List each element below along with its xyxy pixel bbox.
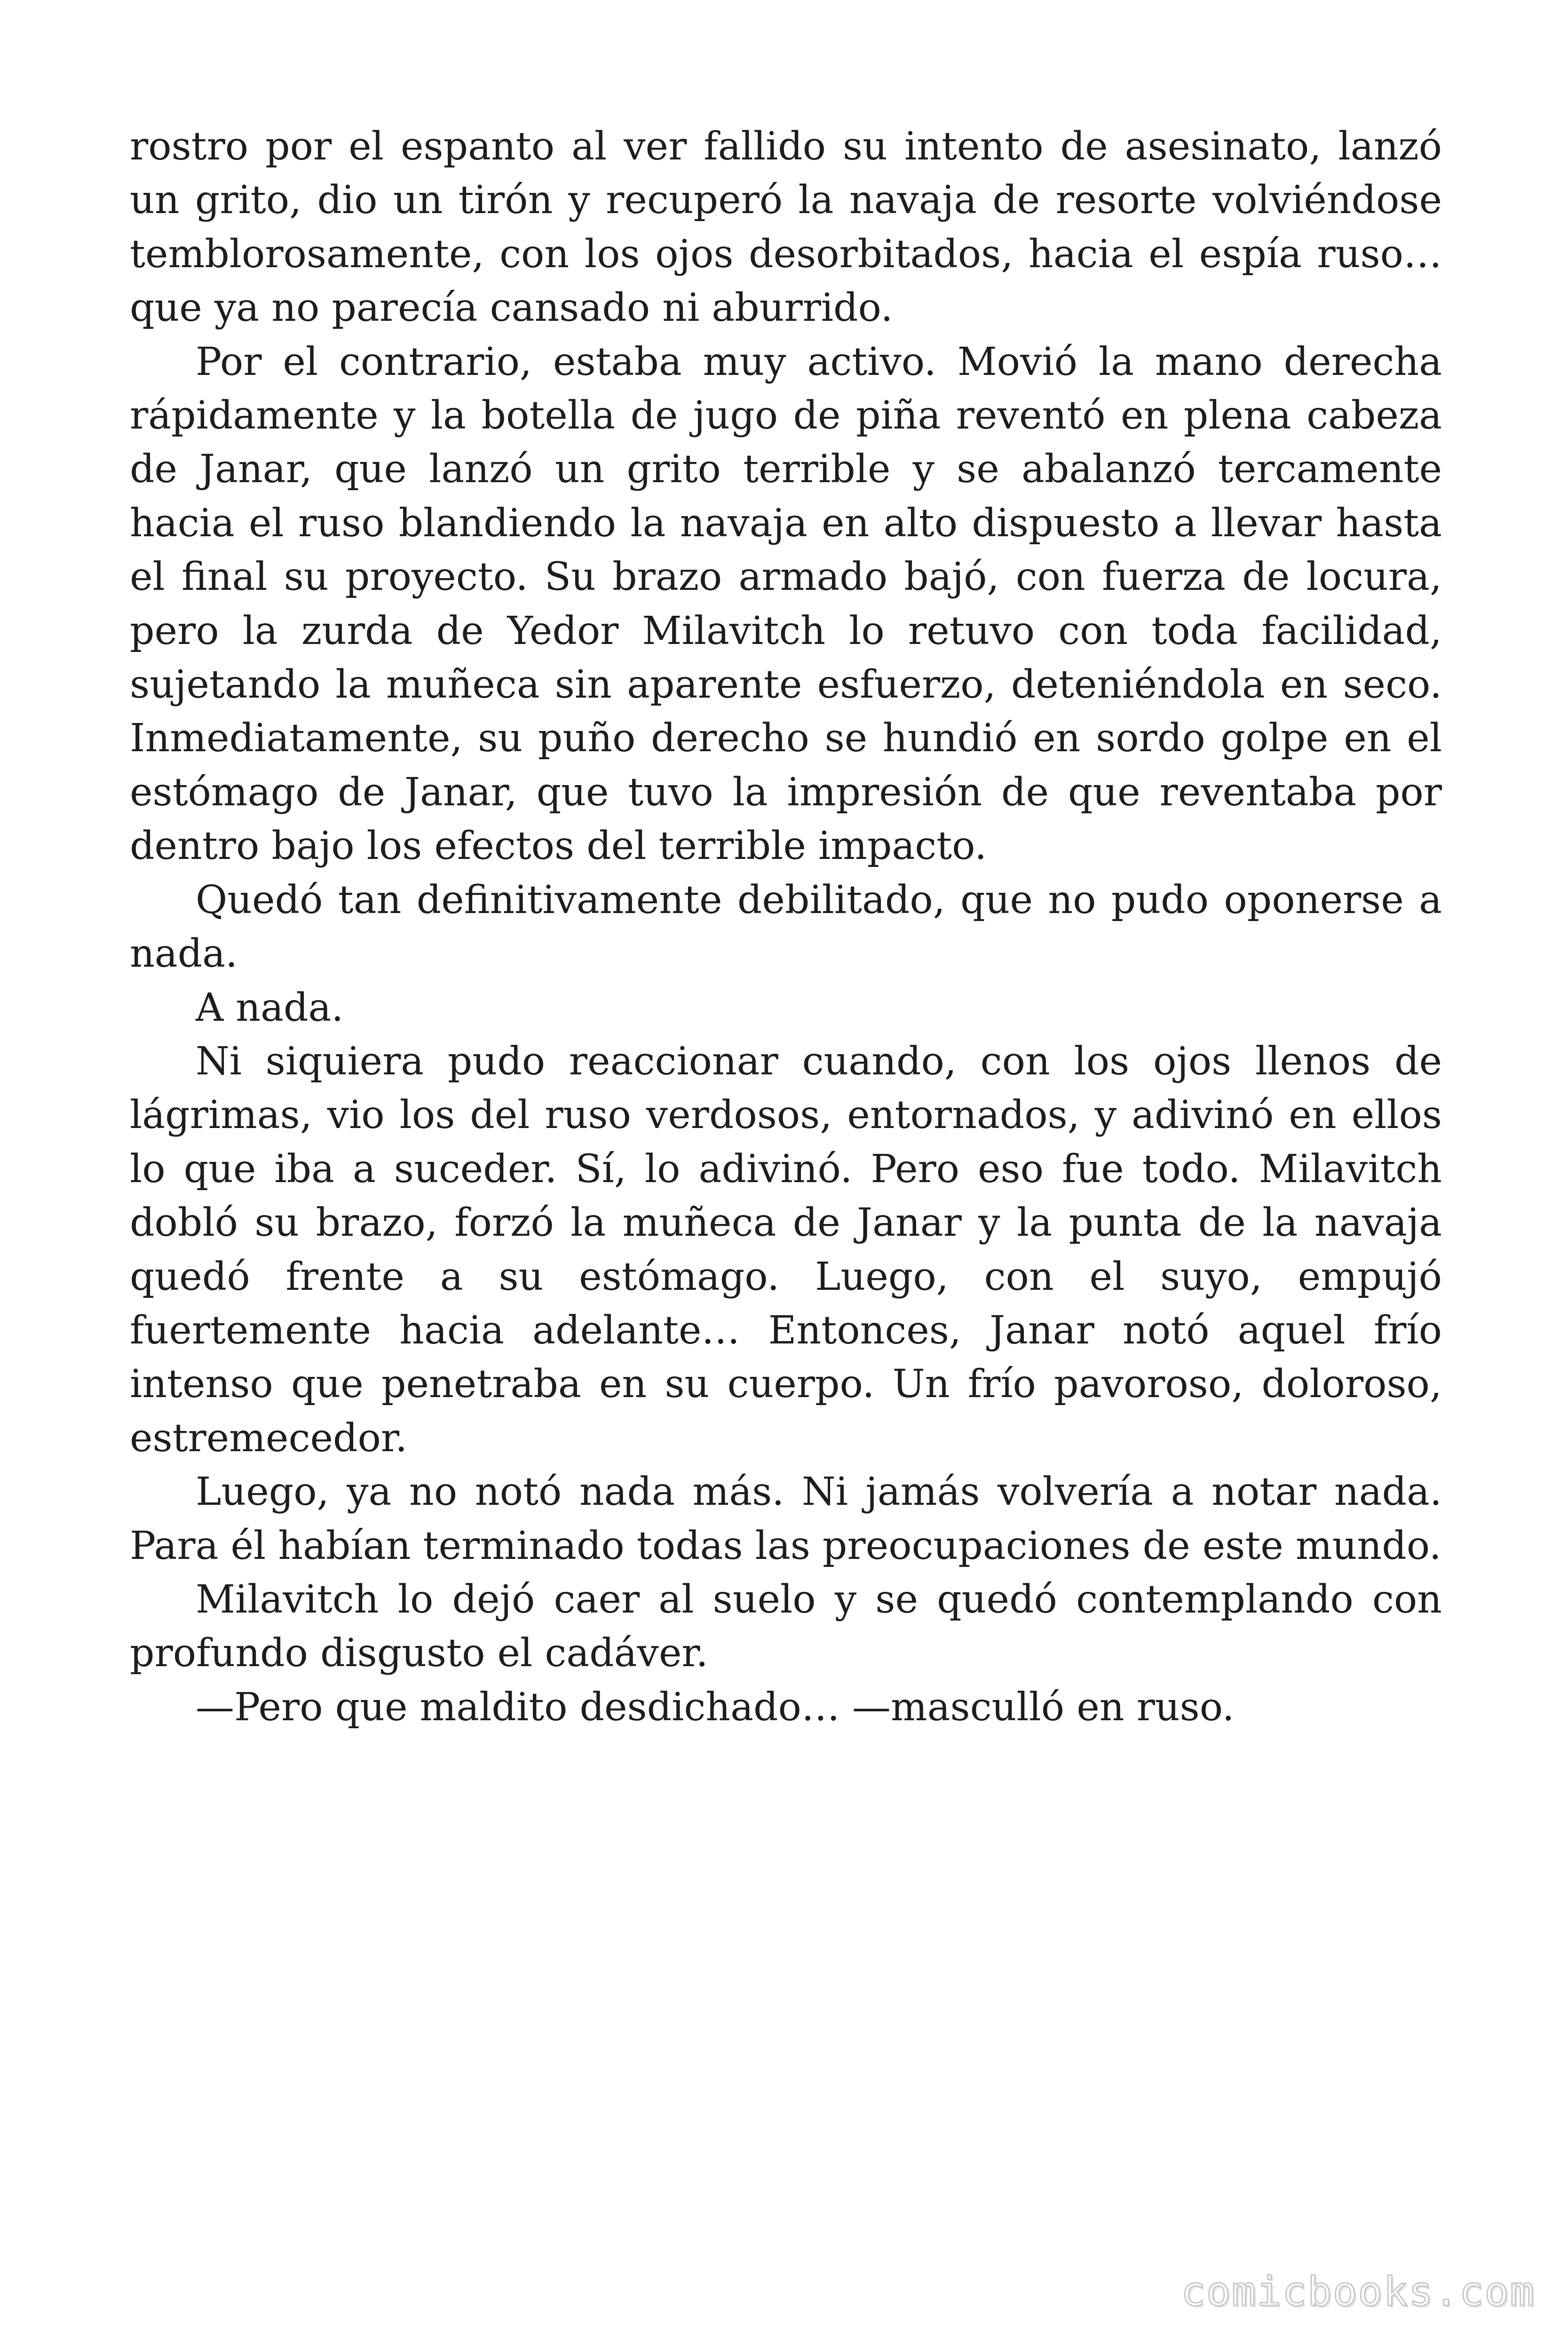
paragraph: Por el contrario, estaba muy activo. Movió la mano derecha rápidamente y la botella de jugo de piña reventó en plena cabeza de Janar, que lanzó un grito terrible y se abalanzó tercamente hacia el ruso blandiendo la navaja en alto dispuesto a llevar hasta el final su proyecto. Su brazo armado bajó, con fuerza de locura, pero la zurda de Yedor Milavitch lo retuvo con toda facilidad, sujetando la muñeca sin aparente esfuerzo, deteniéndola en seco. Inmediatamente, su puño derecho se hundió en sordo golpe en el estómago de Janar, que tuvo la impresión de que reventaba por dentro bajo los efectos del terrible impacto.: [130, 339, 1442, 869]
paragraph-dialogue: —Pero que maldito desdichado… —masculló en ruso.: [196, 1685, 1235, 1730]
paragraph: Milavitch lo dejó caer al suelo y se quedó contemplando con profundo disgusto el cadáver.: [130, 1577, 1442, 1676]
paragraph: Quedó tan definitivamente debilitado, que no pudo oponerse a nada.: [130, 877, 1442, 977]
paragraph: A nada.: [196, 985, 344, 1030]
paragraph: Ni siquiera pudo reaccionar cuando, con los ojos llenos de lágrimas, vio los del ruso verdosos, entornados, y adivinó en ellos lo que iba a suceder. Sí, lo adivinó. Pero eso fue todo. Milavitch dobló su brazo, forzó la muñeca de Janar y la punta de la navaja quedó frente a su estómago. Luego, con el suyo, empujó fuertemente hacia adelante… Entonces, Janar notó aquel frío intenso que penetraba en su cuerpo. Un frío pavoroso, doloroso, estremecedor.: [130, 1039, 1442, 1461]
paragraph: Luego, ya no notó nada más. Ni jamás volvería a notar nada. Para él habían terminado todas las preocupaciones de este mundo.: [130, 1470, 1442, 1568]
watermark-logo: comicbooks.com: [1181, 2268, 1535, 2315]
paragraph-continuation: rostro por el espanto al ver fallido su intento de asesinato, lanzó un grito, dio un tirón y recuperó la navaja de resorte volviéndose temblorosamente, con los ojos desorbitados, hacia el espía ruso… que ya no parecía cansado ni aburrido.: [130, 124, 1442, 331]
body-text: [130, 120, 1442, 1734]
